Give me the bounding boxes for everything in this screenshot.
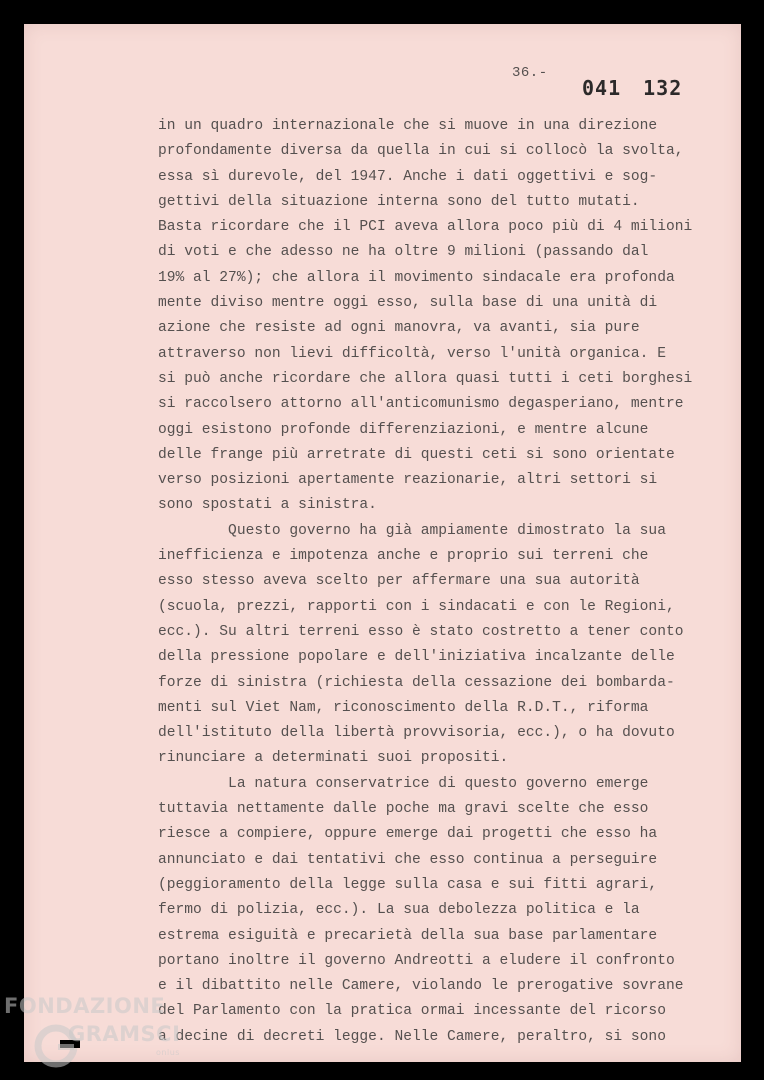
typewritten-body: [158, 114, 718, 1050]
text-line: estrema esiguità e precarietà della sua base parlamentare: [158, 927, 658, 944]
text-line: di voti e che adesso ne ha oltre 9 milioni (passando dal: [158, 244, 649, 261]
text-line: sono spostati a sinistra.: [158, 497, 377, 514]
text-line: a decine di decreti legge. Nelle Camere, peraltro, si sono: [158, 1028, 666, 1045]
text-line: riesce a compiere, oppure emerge dai progetti che esso ha: [158, 826, 658, 843]
text-line: fermo di polizia, ecc.). La sua debolezza politica e la: [158, 902, 640, 919]
text-line: menti sul Viet Nam, riconoscimento della R.D.T., riforma: [158, 699, 649, 716]
text-line: attraverso non lievi difficoltà, verso l'unità organica. E: [158, 345, 666, 362]
text-line: azione che resiste ad ogni manovra, va avanti, sia pure: [158, 320, 640, 337]
text-line: della pressione popolare e dell'iniziativa incalzante delle: [158, 649, 675, 666]
text-line: rinunciare a determinati suoi propositi.: [158, 750, 509, 767]
watermark-line-2: GRAMSCI: [68, 1022, 181, 1046]
text-line: Basta ricordare che il PCI aveva allora poco più di 4 milioni: [158, 219, 693, 236]
stamp-number-right: 132: [643, 76, 683, 100]
text-line: e il dibattito nelle Camere, violando le prerogative sovrane: [158, 978, 684, 995]
text-line: portano inoltre il governo Andreotti a eludere il confronto: [158, 952, 675, 969]
text-line: verso posizioni apertamente reazionarie, altri settori si: [158, 472, 658, 489]
text-line: si raccolsero attorno all'anticomunismo degasperiano, mentre: [158, 396, 684, 413]
text-line: (peggioramento della legge sulla casa e sui fitti agrari,: [158, 876, 658, 893]
watermark-line-1: FONDAZIONE: [4, 994, 166, 1018]
text-line: essa sì durevole, del 1947. Anche i dati oggettivi e sog-: [158, 168, 658, 185]
text-line: si può anche ricordare che allora quasi tutti i ceti borghesi: [158, 370, 693, 387]
text-line: esso stesso aveva scelto per affermare una sua autorità: [158, 573, 640, 590]
watermark-line-3: onlus: [156, 1048, 180, 1057]
text-line: (scuola, prezzi, rapporti con i sindacati e con le Regioni,: [158, 598, 675, 615]
text-line: ecc.). Su altri terreni esso è stato costretto a tener conto: [158, 623, 684, 640]
text-line: inefficienza e impotenza anche e proprio sui terreni che: [158, 548, 649, 565]
text-line: Questo governo ha già ampiamente dimostrato la sua: [158, 522, 666, 539]
document-page: [24, 24, 741, 1062]
text-line: profondamente diversa da quella in cui si collocò la svolta,: [158, 143, 684, 160]
text-line: oggi esistono profonde differenziazioni, e mentre alcune: [158, 421, 649, 438]
text-line: in un quadro internazionale che si muove in una direzione: [158, 118, 658, 134]
page-number: 36.-: [512, 65, 548, 81]
text-line: La natura conservatrice di questo governo emerge: [158, 775, 649, 792]
stamp-number-left: 041: [582, 76, 622, 100]
text-line: mente diviso mentre oggi esso, sulla base di una unità di: [158, 295, 658, 312]
fondazione-gramsci-watermark: [0, 992, 200, 1080]
text-line: delle frange più arretrate di questi ceti si sono orientate: [158, 446, 675, 463]
text-line: dell'istituto della libertà provvisoria, ecc.), o ha dovuto: [158, 725, 675, 742]
text-line: forze di sinistra (richiesta della cessazione dei bombarda-: [158, 674, 675, 691]
text-line: annunciato e dai tentativi che esso continua a perseguire: [158, 851, 658, 868]
text-line: tuttavia nettamente dalle poche ma gravi scelte che esso: [158, 801, 649, 818]
text-line: 19% al 27%); che allora il movimento sindacale era profonda: [158, 269, 675, 286]
archive-stamp-number: [582, 76, 682, 100]
text-line: del Parlamento con la pratica ormai incessante del ricorso: [158, 1003, 666, 1020]
text-line: gettivi della situazione interna sono del tutto mutati.: [158, 193, 640, 210]
